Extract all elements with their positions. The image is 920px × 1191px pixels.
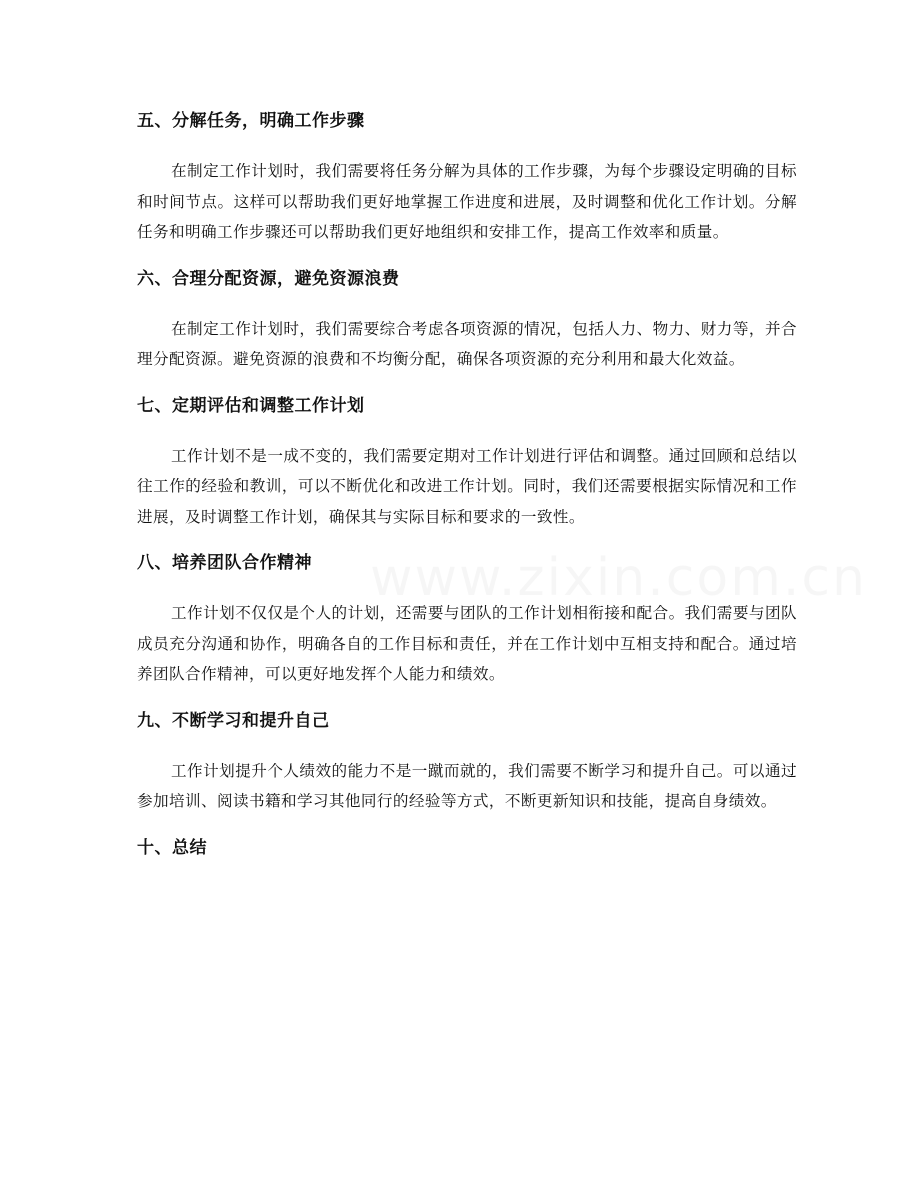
section-paragraph: 工作计划提升个人绩效的能力不是一蹴而就的，我们需要不断学习和提升自己。可以通过参加培训、阅读书籍和学习其他同行的经验等方式，不断更新知识和技能，提高自身绩效。: [137, 761, 797, 810]
section-10: [137, 831, 797, 865]
section-8: [137, 546, 797, 690]
section-heading: 九、不断学习和提升自己: [137, 710, 330, 731]
section-heading: 七、定期评估和调整工作计划: [137, 395, 365, 416]
section-paragraph: 工作计划不是一成不变的，我们需要定期对工作计划进行评估和调整。通过回顾和总结以往工作的经验和教训，可以不断优化和改进工作计划。同时，我们还需要根据实际情况和工作进展，及时调整工作计划，确保其与实际目标和要求的一致性。: [137, 446, 797, 526]
section-paragraph: 在制定工作计划时，我们需要综合考虑各项资源的情况，包括人力、物力、财力等，并合理分配资源。避免资源的浪费和不均衡分配，确保各项资源的充分利用和最大化效益。: [137, 319, 797, 368]
section-6: [137, 262, 797, 375]
document-body: [137, 104, 797, 883]
section-7: [137, 389, 797, 533]
section-heading: 五、分解任务，明确工作步骤: [137, 111, 365, 131]
section-heading: 六、合理分配资源，避免资源浪费: [137, 268, 400, 289]
section-heading: 八、培养团队合作精神: [137, 553, 312, 573]
section-paragraph: 工作计划不仅仅是个人的计划，还需要与团队的工作计划相衔接和配合。我们需要与团队成员充分沟通和协作，明确各自的工作目标和责任，并在工作计划中互相支持和配合。通过培养团队合作精神，可以更好地发挥个人能力和绩效。: [137, 604, 797, 683]
section-5: [137, 104, 797, 248]
section-9: [137, 704, 797, 817]
section-paragraph: 在制定工作计划时，我们需要将任务分解为具体的工作步骤，为每个步骤设定明确的目标和时间节点。这样可以帮助我们更好地掌握工作进度和进展，及时调整和优化工作计划。分解任务和明确工作步骤还可以帮助我们更好地组织和安排工作，提高工作效率和质量。: [137, 162, 797, 241]
section-heading: 十、总结: [137, 837, 207, 858]
